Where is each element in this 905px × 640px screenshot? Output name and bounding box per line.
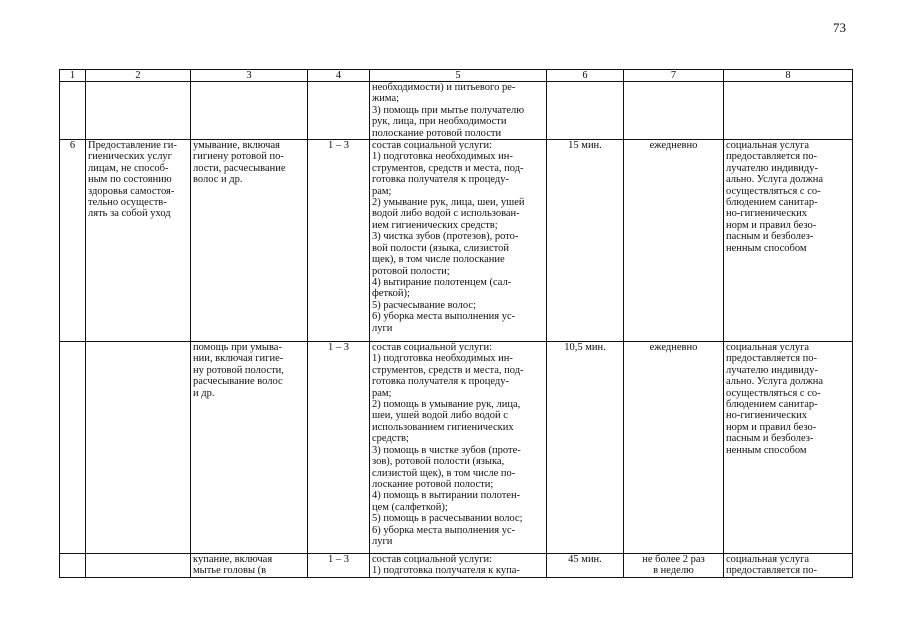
- text-line: Предоставление ги-: [88, 140, 177, 152]
- header-cell: 6: [547, 70, 624, 82]
- text-line: здоровья самостоя-: [88, 185, 175, 197]
- frequency-cell: [624, 554, 724, 578]
- service-type-cell: [191, 554, 308, 578]
- service-name-cell: [86, 140, 191, 342]
- text-line: луги: [372, 535, 393, 547]
- text-line: предоставляется по-: [726, 565, 818, 577]
- text-line: 5) расчесывание волос;: [372, 299, 476, 311]
- text-line: предоставляется по-: [726, 353, 818, 365]
- text-line: ну ротовой полости,: [193, 364, 284, 376]
- header-cell: 2: [86, 70, 191, 82]
- text-line: пасным и безболез-: [726, 231, 814, 243]
- text-line: 4) помощь в вытирании полотен-: [372, 490, 521, 502]
- text-line: но-гигиенических: [726, 208, 807, 220]
- text-line: слизистой щек), в том числе по-: [372, 467, 516, 479]
- text-line: необходимости) и питьевого ре-: [372, 82, 516, 93]
- text-line: расчесывание волос: [193, 376, 283, 388]
- table-row: [60, 554, 853, 578]
- header-cell: 4: [308, 70, 370, 82]
- text-line: лицам, не способ-: [88, 162, 169, 174]
- text-line: осуществляться с со-: [726, 185, 821, 197]
- service-content-cell: [370, 554, 547, 578]
- text-line: полоскание ротовой полости: [372, 127, 502, 139]
- term-cell: 1 – 3: [308, 342, 370, 554]
- text-line: осуществляться с со-: [726, 387, 821, 399]
- service-content-cell: [370, 140, 547, 342]
- text-line: 6) уборка места выполнения ус-: [372, 311, 516, 323]
- text-line: лости, расчесывание: [193, 162, 286, 174]
- conditions-cell: [724, 342, 853, 554]
- services-table: [59, 69, 853, 578]
- text-line: рам;: [372, 185, 392, 197]
- service-name-cell: [86, 342, 191, 554]
- conditions-cell: [724, 554, 853, 578]
- text-line: вой полости (языка, слизистой: [372, 242, 510, 254]
- table-cell: [547, 82, 624, 140]
- text-line: ально. Услуга должна: [726, 174, 824, 186]
- text-line: не более 2 раз: [642, 554, 705, 566]
- table-cell: [724, 82, 853, 140]
- text-line: гиенических услуг: [88, 151, 172, 163]
- time-cell: 15 мин.: [547, 140, 624, 342]
- row-number-cell: 6: [60, 140, 86, 342]
- text-line: струментов, средств и места, под-: [372, 162, 524, 174]
- time-cell: 10,5 мин.: [547, 342, 624, 554]
- text-line: норм и правил безо-: [726, 219, 817, 231]
- time-cell: 45 мин.: [547, 554, 624, 578]
- service-content-cell: [370, 82, 547, 140]
- text-line: рам;: [372, 387, 392, 399]
- text-line: 1) подготовка необходимых ин-: [372, 353, 513, 365]
- text-line: лучателю индивиду-: [726, 162, 818, 174]
- text-line: струментов, средств и места, под-: [372, 364, 524, 376]
- text-line: предоставляется по-: [726, 151, 818, 163]
- text-line: норм и правил безо-: [726, 421, 817, 433]
- text-line: умывание, включая: [193, 140, 280, 152]
- text-line: ротовой полости;: [372, 265, 450, 277]
- text-line: в неделю: [653, 565, 694, 577]
- text-line: 4) вытирание полотенцем (сал-: [372, 276, 512, 288]
- text-line: лоскание ротовой полости;: [372, 478, 494, 490]
- term-cell: 1 – 3: [308, 140, 370, 342]
- table-header-row: [60, 70, 853, 82]
- table-row: [60, 342, 853, 554]
- text-line: готовка получателя к процеду-: [372, 174, 509, 186]
- text-line: ным по состоянию: [88, 174, 172, 186]
- text-line: лять за собой уход: [88, 208, 171, 220]
- header-cell: 5: [370, 70, 547, 82]
- text-line: купание, включая: [193, 554, 273, 566]
- text-line: тельно осуществ-: [88, 197, 167, 209]
- text-line: ально. Услуга должна: [726, 376, 824, 388]
- text-line: зов), ротовой полости (языка,: [372, 456, 505, 468]
- text-line: рук, лица, при необходимости: [372, 116, 507, 128]
- text-line: 5) помощь в расчесывании волос;: [372, 513, 523, 525]
- frequency-cell: ежедневно: [624, 342, 724, 554]
- conditions-cell: [724, 140, 853, 342]
- text-line: ненным способом: [726, 242, 807, 254]
- text-line: 1) подготовка необходимых ин-: [372, 151, 513, 163]
- text-line: феткой);: [372, 288, 410, 300]
- text-line: состав социальной услуги:: [372, 140, 493, 152]
- text-line: водой либо водой с использован-: [372, 208, 520, 220]
- text-line: щек), в том числе полоскание: [372, 254, 505, 266]
- text-line: волос и др.: [193, 174, 243, 186]
- text-line: 3) помощь при мытье получателю: [372, 104, 525, 116]
- text-line: ием гигиенических средств;: [372, 219, 498, 231]
- frequency-cell: ежедневно: [624, 140, 724, 342]
- row-number-cell: [60, 554, 86, 578]
- table-body: [60, 70, 853, 578]
- table-cell: [191, 82, 308, 140]
- text-line: состав социальной услуги:: [372, 554, 493, 566]
- page-number: 73: [833, 20, 846, 35]
- row-number-cell: [60, 342, 86, 554]
- text-line: и др.: [193, 387, 215, 399]
- text-line: 1) подготовка получателя к купа-: [372, 565, 520, 577]
- text-line: блюдением санитар-: [726, 399, 818, 411]
- text-line: нии, включая гигие-: [193, 353, 284, 365]
- text-line: помощь при умыва-: [193, 342, 282, 354]
- table-cell: [60, 82, 86, 140]
- header-cell: 7: [624, 70, 724, 82]
- text-line: социальная услуга: [726, 342, 810, 354]
- text-line: социальная услуга: [726, 554, 810, 566]
- service-name-cell: [86, 554, 191, 578]
- text-line: гигиену ротовой по-: [193, 151, 284, 163]
- text-line: мытье головы (в: [193, 565, 267, 577]
- text-line: состав социальной услуги:: [372, 342, 493, 354]
- header-cell: 8: [724, 70, 853, 82]
- service-content-cell: [370, 342, 547, 554]
- table-cell: [624, 82, 724, 140]
- text-line: но-гигиенических: [726, 410, 807, 422]
- text-line: блюдением санитар-: [726, 197, 818, 209]
- text-line: 3) помощь в чистке зубов (проте-: [372, 444, 521, 456]
- text-line: пасным и безболез-: [726, 433, 814, 445]
- text-line: луги: [372, 322, 393, 334]
- text-line: 6) уборка места выполнения ус-: [372, 524, 516, 536]
- text-line: 3) чистка зубов (протезов), рото-: [372, 231, 519, 243]
- text-line: ненным способом: [726, 444, 807, 456]
- term-cell: 1 – 3: [308, 554, 370, 578]
- table-row: [60, 140, 853, 342]
- table-cell: [86, 82, 191, 140]
- text-line: социальная услуга: [726, 140, 810, 152]
- text-line: цем (салфеткой);: [372, 501, 448, 513]
- text-line: шеи, ушей водой либо водой с: [372, 410, 508, 422]
- table-cell: [308, 82, 370, 140]
- continuation-row: [60, 82, 853, 140]
- text-line: жима;: [372, 93, 400, 105]
- header-cell: 3: [191, 70, 308, 82]
- service-type-cell: [191, 342, 308, 554]
- text-line: 2) помощь в умывание рук, лица,: [372, 399, 521, 411]
- text-line: лучателю индивиду-: [726, 364, 818, 376]
- text-line: 2) умывание рук, лица, шеи, ушей: [372, 197, 525, 209]
- service-type-cell: [191, 140, 308, 342]
- text-line: использованием гигиенических: [372, 421, 514, 433]
- header-cell: 1: [60, 70, 86, 82]
- text-line: средств;: [372, 433, 409, 445]
- text-line: готовка получателя к процеду-: [372, 376, 509, 388]
